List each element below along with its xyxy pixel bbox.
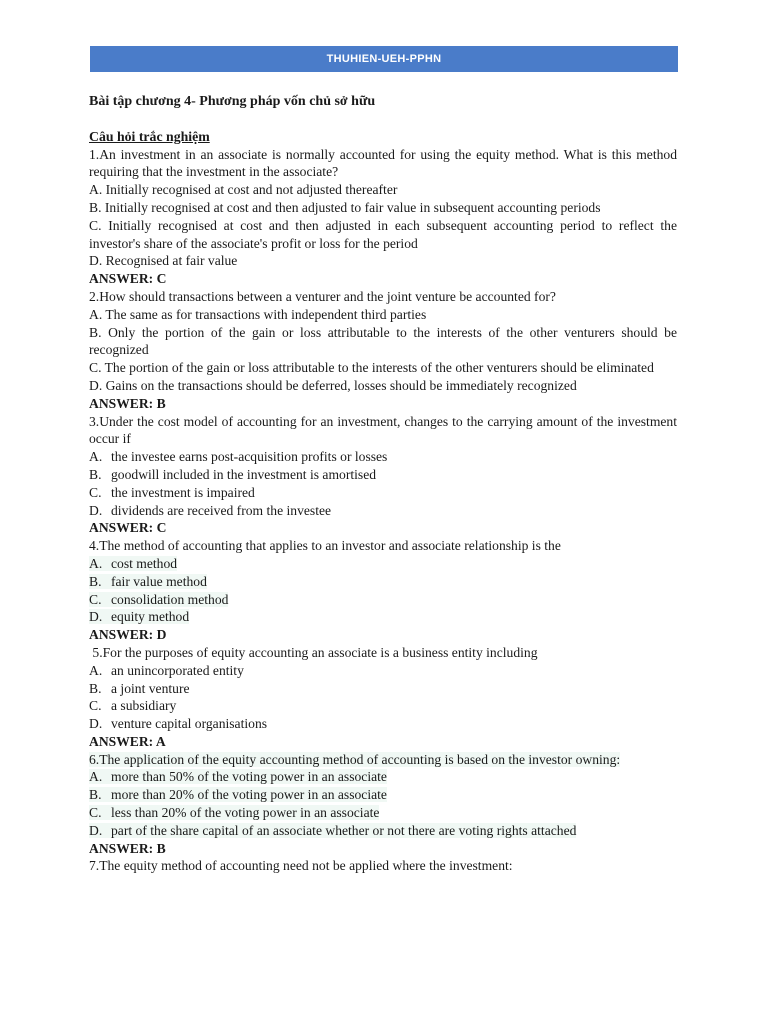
option-a <box>89 662 677 680</box>
option-letter: A. <box>89 555 103 571</box>
option-letter: B. <box>89 573 102 589</box>
answer-label: ANSWER: A <box>89 733 166 749</box>
document-title: Bài tập chương 4- Phương pháp vốn chủ sở hữu <box>89 94 376 109</box>
section-heading: Câu hỏi trắc nghiệm <box>89 128 210 144</box>
option-text: dividends are received from the investee <box>111 502 332 518</box>
option-letter: C. <box>89 591 102 607</box>
option-d <box>89 715 677 733</box>
question-text: 5.For the purposes of equity accounting an associate is a business entity including <box>89 644 538 660</box>
option-b <box>89 466 677 484</box>
option-c <box>89 804 677 822</box>
option-a: A. The same as for transactions with independent third parties <box>89 306 427 322</box>
option-text: a joint venture <box>111 680 190 696</box>
option-d <box>89 822 677 840</box>
question-block <box>89 644 677 751</box>
option-a <box>89 768 677 786</box>
option-c <box>89 697 677 715</box>
option-b: B. Only the portion of the gain or loss attributable to the interests of the other venturers should be recognized <box>89 324 677 358</box>
question-text: 1.An investment in an associate is normally accounted for using the equity method. What is this method requiring that the investment in the associate? <box>89 146 677 180</box>
option-letter: D. <box>89 609 103 625</box>
option-letter: D. <box>89 822 103 838</box>
header-banner: THUHIEN-UEH-PPHN <box>90 46 678 72</box>
option-letter: A. <box>89 662 103 678</box>
option-a <box>89 448 677 466</box>
question-block <box>89 751 677 858</box>
option-d <box>89 502 677 520</box>
option-text: less than 20% of the voting power in an associate <box>111 805 380 821</box>
option-text: equity method <box>111 609 190 625</box>
answer-label: ANSWER: C <box>89 520 167 536</box>
option-text: goodwill included in the investment is amortised <box>111 466 377 482</box>
option-a: A. Initially recognised at cost and not adjusted thereafter <box>89 182 398 198</box>
option-a <box>89 555 677 573</box>
option-c: C. The portion of the gain or loss attributable to the interests of the other venturers should be eliminated <box>89 360 654 376</box>
option-letter: B. <box>89 787 102 803</box>
answer-label: ANSWER: C <box>89 271 167 287</box>
option-letter: C. <box>89 698 102 714</box>
answer-label: ANSWER: B <box>89 840 166 856</box>
question-text <box>89 751 677 769</box>
option-text: the investment is impaired <box>111 484 255 500</box>
option-b <box>89 573 677 591</box>
option-d <box>89 608 677 626</box>
option-b: B. Initially recognised at cost and then adjusted to fair value in subsequent accounting periods <box>89 199 601 215</box>
option-text: venture capital organisations <box>111 716 268 732</box>
document-body <box>89 93 677 875</box>
question-text: 3.Under the cost model of accounting for an investment, changes to the carrying amount of the investment occur if <box>89 413 677 447</box>
question-text-inner: 6.The application of the equity accounting method of accounting is based on the investor owning: <box>89 751 621 767</box>
answer-label: ANSWER: B <box>89 395 166 411</box>
option-text: a subsidiary <box>111 698 177 714</box>
option-letter: A. <box>89 769 103 785</box>
option-c: C. Initially recognised at cost and then adjusted in each subsequent accounting period to reflect the investor's share of the associate's profit or loss for the period <box>89 217 677 251</box>
question-block <box>89 288 677 413</box>
option-c <box>89 591 677 609</box>
option-text: cost method <box>111 555 178 571</box>
option-letter: D. <box>89 716 103 732</box>
question-block <box>89 857 677 875</box>
option-b <box>89 786 677 804</box>
option-letter: B. <box>89 680 102 696</box>
option-letter: A. <box>89 449 103 465</box>
option-text: consolidation method <box>111 591 229 607</box>
option-text: the investee earns post-acquisition profits or losses <box>111 449 388 465</box>
answer-label: ANSWER: D <box>89 627 167 643</box>
option-text: part of the share capital of an associate whether or not there are voting rights attached <box>111 822 577 838</box>
option-text: more than 50% of the voting power in an associate <box>111 769 387 785</box>
option-letter: C. <box>89 805 102 821</box>
option-text: fair value method <box>111 573 207 589</box>
question-text: 2.How should transactions between a venturer and the joint venture be accounted for? <box>89 288 556 304</box>
question-block <box>89 537 677 644</box>
option-d: D. Recognised at fair value <box>89 253 238 269</box>
question-block <box>89 146 677 288</box>
option-text: an unincorporated entity <box>111 662 244 678</box>
question-block <box>89 413 677 538</box>
option-d: D. Gains on the transactions should be deferred, losses should be immediately recognized <box>89 377 577 393</box>
option-letter: B. <box>89 466 102 482</box>
option-text: more than 20% of the voting power in an associate <box>111 787 387 803</box>
question-text: 7.The equity method of accounting need not be applied where the investment: <box>89 858 513 874</box>
option-letter: C. <box>89 484 102 500</box>
option-b <box>89 680 677 698</box>
option-letter: D. <box>89 502 103 518</box>
question-text: 4.The method of accounting that applies to an investor and associate relationship is the <box>89 538 561 554</box>
option-c <box>89 484 677 502</box>
